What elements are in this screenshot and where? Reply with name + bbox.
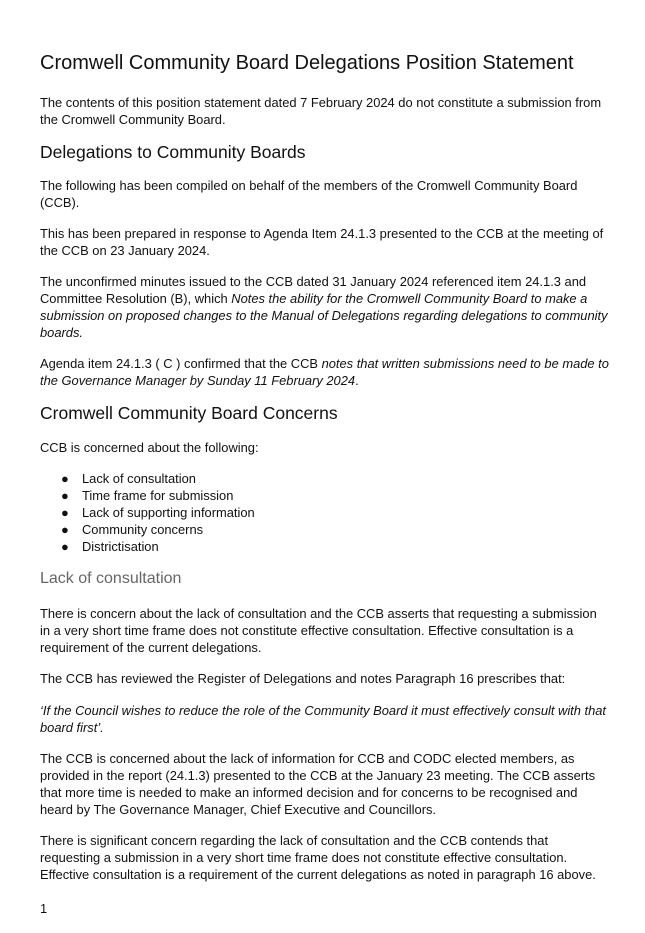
consultation-paragraph-2: The CCB has reviewed the Register of Delegations and notes Paragraph 16 prescribes that: — [40, 671, 566, 686]
delegations-paragraph-4 — [40, 355, 610, 389]
list-item-label: Lack of consultation — [82, 471, 196, 486]
list-item-label: Time frame for submission — [82, 488, 234, 503]
intro-paragraph: The contents of this position statement dated 7 February 2024 do not constitute a submission from the Cromwell Community Board. — [40, 95, 602, 127]
agenda-period: . — [355, 373, 359, 388]
list-item — [40, 504, 255, 521]
bullet-icon: ● — [61, 471, 69, 486]
list-item-label: Community concerns — [82, 522, 204, 537]
document-title: Cromwell Community Board Delegations Position Statement — [40, 52, 574, 74]
list-item-label: Districtisation — [82, 539, 159, 554]
paragraph-16-quote — [40, 702, 610, 736]
bullet-icon: ● — [61, 539, 69, 554]
section-heading-concerns: Cromwell Community Board Concerns — [40, 403, 338, 423]
section-heading-delegations: Delegations to Community Boards — [40, 142, 306, 162]
bullet-icon: ● — [61, 488, 69, 503]
page-number: 1 — [40, 901, 48, 916]
delegations-paragraph-2: This has been prepared in response to Agenda Item 24.1.3 presented to the CCB at the meeting of the CCB on 23 January 2024. — [40, 226, 604, 258]
concerns-lead: CCB is concerned about the following: — [40, 440, 259, 455]
bullet-icon: ● — [61, 505, 69, 520]
subsection-heading-consultation: Lack of consultation — [40, 570, 182, 587]
delegations-paragraph-1: The following has been compiled on behalf of the members of the Cromwell Community Board (CCB). — [40, 178, 578, 210]
list-item-label: Lack of supporting information — [82, 505, 255, 520]
consultation-paragraph-4: There is significant concern regarding the lack of consultation and the CCB contends that requesting a submission in a very short time frame does not constitute effective consultation. Effective consultation is a requirement of the current delegations as noted in paragraph 16 above. — [40, 833, 596, 882]
resolution-quote: Notes the ability for the Cromwell Community Board to make a submission on proposed changes to the Manual of Delegations regarding delegations to community boards. — [40, 291, 608, 340]
list-item — [40, 487, 255, 504]
consultation-paragraph-1: There is concern about the lack of consultation and the CCB asserts that requesting a submission in a very short time frame does not constitute effective consultation. Effective consultation is a requirement of the current delegations. — [40, 606, 597, 655]
delegations-paragraph-3 — [40, 273, 610, 341]
consultation-paragraph-3: The CCB is concerned about the lack of information for CCB and CODC elected members, as provided in the report (24.1.3) presented to the CCB at the January 23 meeting. The CCB asserts that more time is needed to make an informed decision and for concerns to be recognised and heard by The Governance Manager, Chief Executive and Councillors. — [40, 751, 596, 817]
list-item — [40, 470, 255, 487]
minutes-text: The unconfirmed minutes issued to the CCB dated 31 January 2024 referenced item 24.1.3 and Committee Resolution (B), which — [40, 274, 587, 306]
list-item — [40, 521, 255, 538]
list-item — [40, 538, 255, 555]
bullet-icon: ● — [61, 522, 69, 537]
concerns-list — [40, 470, 255, 555]
deadline-quote: notes that written submissions need to be made to the Governance Manager by Sunday 11 February 2024 — [40, 356, 609, 388]
agenda-text: Agenda item 24.1.3 ( C ) confirmed that the CCB — [40, 356, 322, 371]
quote-text: ‘If the Council wishes to reduce the role of the Community Board it must effectively consult with that board first’. — [40, 703, 607, 735]
